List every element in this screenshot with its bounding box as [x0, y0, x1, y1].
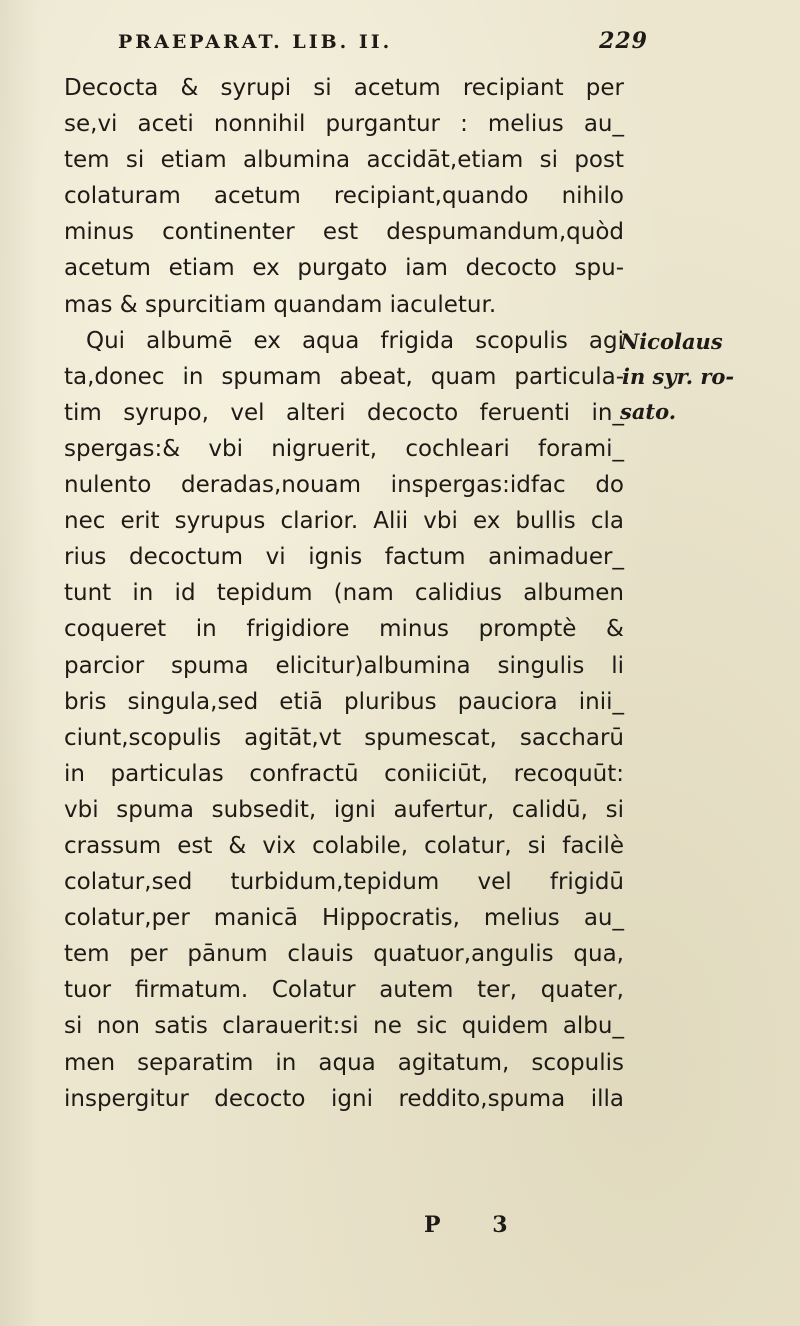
marginal-note-line: in syr. ro- [622, 364, 735, 389]
text-line: tuor firmatum. Colatur autem ter, quater, [64, 977, 624, 1004]
text-line: crassum est & vix colabile, colatur, si facilè [64, 832, 624, 859]
text-line: men separatim in aqua agitatum, scopulis [64, 1049, 624, 1076]
text-line: colatur,per manicā Hippocratis, melius au_ [64, 905, 624, 932]
text-line: Decocta & syrupi si acetum recipiant per [64, 75, 624, 101]
text-line: nulento deradas,nouam inspergas:idfac do [64, 472, 624, 499]
text-line: bris singula,sed etiā pluribus pauciora inii_ [64, 688, 624, 715]
text-line: tem si etiam albumina accidāt,etiam si post [64, 147, 624, 174]
text-line: mas & spurcitiam quandam iaculetur. [64, 291, 497, 318]
text-line: si non satis clarauerit:si ne sic quidem albu_ [64, 1013, 624, 1040]
body-text [64, 70, 624, 1117]
text-line: spergas:& vbi nigruerit, cochleari forami_ [64, 435, 624, 462]
text-line: colatur,sed turbidum,tepidum vel frigidū [64, 869, 624, 896]
signature-mark: P 3 [424, 1212, 530, 1238]
text-line: minus continenter est despumandum,quòd [64, 219, 624, 246]
text-line: Qui albumē ex aqua frigida scopulis agi [86, 327, 624, 354]
text-line: tim syrupo, vel alteri decocto feruenti in_ [64, 399, 624, 426]
running-head [118, 28, 648, 58]
text-line: colaturam acetum recipiant,quando nihilo [64, 183, 624, 210]
text-line: rius decoctum vi ignis factum animaduer_ [64, 544, 624, 571]
text-line: coqueret in frigidiore minus promptè & [64, 616, 624, 643]
marginal-note-line: sato. [620, 399, 677, 424]
text-line: tunt in id tepidum (nam calidius albumen [64, 580, 624, 607]
running-title: PRAEPARAT. LIB. II. [118, 31, 393, 53]
text-line: acetum etiam ex purgato iam decocto spu- [64, 255, 624, 282]
text-line: ta,donec in spumam abeat, quam particula- [64, 363, 624, 390]
text-line: inspergitur decocto igni reddito,spuma illa [64, 1085, 624, 1112]
page-number: 229 [599, 28, 648, 54]
marginal-note-line: Nicolaus [620, 329, 723, 354]
text-line: nec erit syrupus clarior. Alii vbi ex bullis cla [64, 508, 624, 535]
text-line: in particulas confractū coniiciūt, recoquūt: [64, 760, 624, 787]
text-line: ciunt,scopulis agitāt,vt spumescat, saccharū [64, 724, 624, 751]
text-line: se,vi aceti nonnihil purgantur : melius au_ [64, 111, 624, 138]
text-line: tem per pānum clauis quatuor,angulis qua, [64, 941, 624, 968]
marginal-note [620, 324, 800, 429]
text-line: vbi spuma subsedit, igni aufertur, calidū, si [64, 796, 624, 823]
text-line: parcior spuma elicitur)albumina singulis li [64, 652, 624, 679]
